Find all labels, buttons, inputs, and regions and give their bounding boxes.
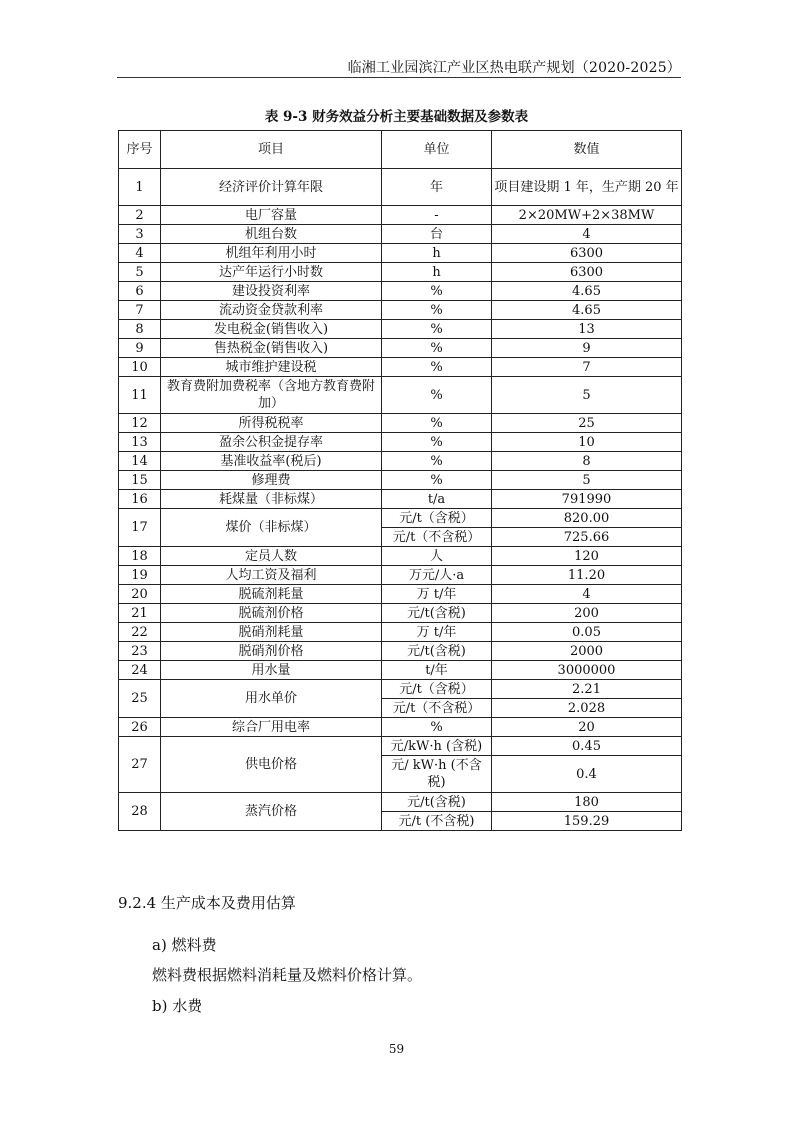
cell-number: 27 [119, 737, 161, 793]
table-row [119, 339, 682, 358]
cell-number: 8 [119, 320, 161, 339]
cell-value: 项目建设期 1 年，生产期 20 年 [492, 169, 682, 206]
table-row [119, 490, 682, 509]
cell-value: 4 [492, 585, 682, 604]
cell-value: 3000000 [492, 661, 682, 680]
table-row [119, 793, 682, 812]
cell-item: 煤价（非标煤） [161, 509, 382, 547]
table-row [119, 263, 682, 282]
cell-value: 13 [492, 320, 682, 339]
cell-value: 791990 [492, 490, 682, 509]
col-header-unit: 单位 [382, 131, 492, 169]
section-heading: 9.2.4 生产成本及费用估算 [118, 894, 296, 912]
col-header-item: 项目 [161, 131, 382, 169]
cell-item: 脱硝剂耗量 [161, 623, 382, 642]
table-row [119, 433, 682, 452]
cell-unit: 万元/人·a [382, 566, 492, 585]
cell-number: 14 [119, 452, 161, 471]
col-header-value: 数值 [492, 131, 682, 169]
cell-unit: % [382, 414, 492, 433]
table-row [119, 718, 682, 737]
cell-item: 用水量 [161, 661, 382, 680]
cell-number: 4 [119, 244, 161, 263]
cell-value: 4 [492, 225, 682, 244]
cell-value: 159.29 [492, 812, 682, 831]
cell-unit: 元/t（含税） [382, 680, 492, 699]
cell-number: 2 [119, 206, 161, 225]
cell-number: 9 [119, 339, 161, 358]
cell-value: 0.05 [492, 623, 682, 642]
cell-item: 基准收益率(税后) [161, 452, 382, 471]
cell-unit: 台 [382, 225, 492, 244]
cell-item: 电厂容量 [161, 206, 382, 225]
table-row [119, 623, 682, 642]
cell-value: 4.65 [492, 282, 682, 301]
cell-value: 4.65 [492, 301, 682, 320]
cell-unit: 元/kW·h (含税) [382, 737, 492, 756]
cell-item: 人均工资及福利 [161, 566, 382, 585]
table-header-row [119, 131, 682, 169]
cell-number: 12 [119, 414, 161, 433]
cell-item: 盈余公积金提存率 [161, 433, 382, 452]
parameters-table [118, 130, 682, 831]
cell-value: 200 [492, 604, 682, 623]
cell-value: 25 [492, 414, 682, 433]
cell-item: 流动资金贷款利率 [161, 301, 382, 320]
cell-unit: % [382, 301, 492, 320]
cell-number: 24 [119, 661, 161, 680]
cell-item: 定员人数 [161, 547, 382, 566]
cell-number: 1 [119, 169, 161, 206]
list-item-water: b) 水费 [152, 997, 203, 1015]
cell-value: 120 [492, 547, 682, 566]
table-row [119, 206, 682, 225]
cell-value: 2.028 [492, 699, 682, 718]
cell-unit: % [382, 377, 492, 414]
table-row [119, 169, 682, 206]
table-row [119, 452, 682, 471]
cell-unit: - [382, 206, 492, 225]
table-row [119, 414, 682, 433]
cell-item: 所得税税率 [161, 414, 382, 433]
cell-item: 机组台数 [161, 225, 382, 244]
cell-item: 售热税金(销售收入) [161, 339, 382, 358]
cell-item: 修理费 [161, 471, 382, 490]
cell-unit: % [382, 320, 492, 339]
cell-unit: 元/t（不含税） [382, 528, 492, 547]
cell-number: 17 [119, 509, 161, 547]
header-title: 临湘工业园滨江产业区热电联产规划（2020-2025） [347, 60, 681, 76]
cell-value: 10 [492, 433, 682, 452]
cell-unit: 元/t(含税) [382, 604, 492, 623]
cell-value: 725.66 [492, 528, 682, 547]
cell-unit: 元/t（含税） [382, 509, 492, 528]
cell-value: 5 [492, 377, 682, 414]
cell-number: 16 [119, 490, 161, 509]
cell-unit: 年 [382, 169, 492, 206]
cell-value: 6300 [492, 263, 682, 282]
cell-value: 2000 [492, 642, 682, 661]
cell-unit: 万 t/年 [382, 585, 492, 604]
table-row [119, 244, 682, 263]
cell-number: 15 [119, 471, 161, 490]
cell-value: 20 [492, 718, 682, 737]
cell-value: 820.00 [492, 509, 682, 528]
cell-number: 20 [119, 585, 161, 604]
table-row [119, 225, 682, 244]
cell-item: 脱硫剂价格 [161, 604, 382, 623]
cell-value: 6300 [492, 244, 682, 263]
cell-number: 22 [119, 623, 161, 642]
cell-number: 19 [119, 566, 161, 585]
table-row [119, 547, 682, 566]
table-row [119, 642, 682, 661]
cell-value: 7 [492, 358, 682, 377]
table-row [119, 737, 682, 756]
cell-item: 用水单价 [161, 680, 382, 718]
cell-unit: % [382, 718, 492, 737]
cell-value: 2.21 [492, 680, 682, 699]
cell-item: 供电价格 [161, 737, 382, 793]
list-item-fuel: a) 燃料费 [152, 936, 217, 954]
table-row [119, 358, 682, 377]
cell-number: 28 [119, 793, 161, 831]
cell-unit: 元/ kW·h (不含税) [382, 756, 492, 793]
cell-number: 21 [119, 604, 161, 623]
table-caption: 表 9-3 财务效益分析主要基础数据及参数表 [264, 109, 529, 125]
cell-unit: 人 [382, 547, 492, 566]
cell-item: 经济评价计算年限 [161, 169, 382, 206]
cell-unit: % [382, 339, 492, 358]
cell-number: 10 [119, 358, 161, 377]
table-row [119, 377, 682, 414]
cell-unit: % [382, 282, 492, 301]
body-paragraph: 燃料费根据燃料消耗量及燃料价格计算。 [152, 966, 423, 984]
cell-unit: % [382, 358, 492, 377]
cell-item: 达产年运行小时数 [161, 263, 382, 282]
cell-unit: 元/t (不含税) [382, 812, 492, 831]
cell-number: 26 [119, 718, 161, 737]
cell-value: 0.4 [492, 756, 682, 793]
cell-item: 综合厂用电率 [161, 718, 382, 737]
table-row [119, 320, 682, 339]
cell-unit: % [382, 433, 492, 452]
cell-item: 脱硫剂耗量 [161, 585, 382, 604]
cell-value: 5 [492, 471, 682, 490]
table-row [119, 509, 682, 528]
cell-item: 建设投资利率 [161, 282, 382, 301]
table-row [119, 282, 682, 301]
table-row [119, 585, 682, 604]
page-number: 59 [388, 1042, 405, 1056]
cell-item: 机组年利用小时 [161, 244, 382, 263]
cell-value: 180 [492, 793, 682, 812]
cell-number: 25 [119, 680, 161, 718]
header-divider [117, 77, 681, 78]
cell-unit: t/年 [382, 661, 492, 680]
cell-unit: % [382, 471, 492, 490]
table-row [119, 301, 682, 320]
cell-unit: h [382, 263, 492, 282]
table-row [119, 566, 682, 585]
table-row [119, 471, 682, 490]
cell-item: 教育费附加费税率（含地方教育费附加） [161, 377, 382, 414]
table-row [119, 680, 682, 699]
table-row [119, 661, 682, 680]
cell-unit: 元/t(含税) [382, 793, 492, 812]
cell-unit: 元/t（不含税） [382, 699, 492, 718]
cell-number: 3 [119, 225, 161, 244]
cell-number: 7 [119, 301, 161, 320]
cell-number: 11 [119, 377, 161, 414]
cell-number: 5 [119, 263, 161, 282]
cell-number: 23 [119, 642, 161, 661]
table-body [119, 169, 682, 831]
cell-unit: 万 t/年 [382, 623, 492, 642]
cell-item: 发电税金(销售收入) [161, 320, 382, 339]
cell-unit: % [382, 452, 492, 471]
cell-value: 2×20MW+2×38MW [492, 206, 682, 225]
cell-item: 耗煤量（非标煤） [161, 490, 382, 509]
cell-number: 6 [119, 282, 161, 301]
cell-value: 9 [492, 339, 682, 358]
cell-unit: 元/t(含税) [382, 642, 492, 661]
cell-value: 11.20 [492, 566, 682, 585]
table-row [119, 604, 682, 623]
cell-number: 18 [119, 547, 161, 566]
cell-item: 脱硝剂价格 [161, 642, 382, 661]
col-header-number: 序号 [119, 131, 161, 169]
cell-unit: t/a [382, 490, 492, 509]
cell-value: 0.45 [492, 737, 682, 756]
cell-item: 城市维护建设税 [161, 358, 382, 377]
cell-unit: h [382, 244, 492, 263]
cell-number: 13 [119, 433, 161, 452]
cell-item: 蒸汽价格 [161, 793, 382, 831]
cell-value: 8 [492, 452, 682, 471]
